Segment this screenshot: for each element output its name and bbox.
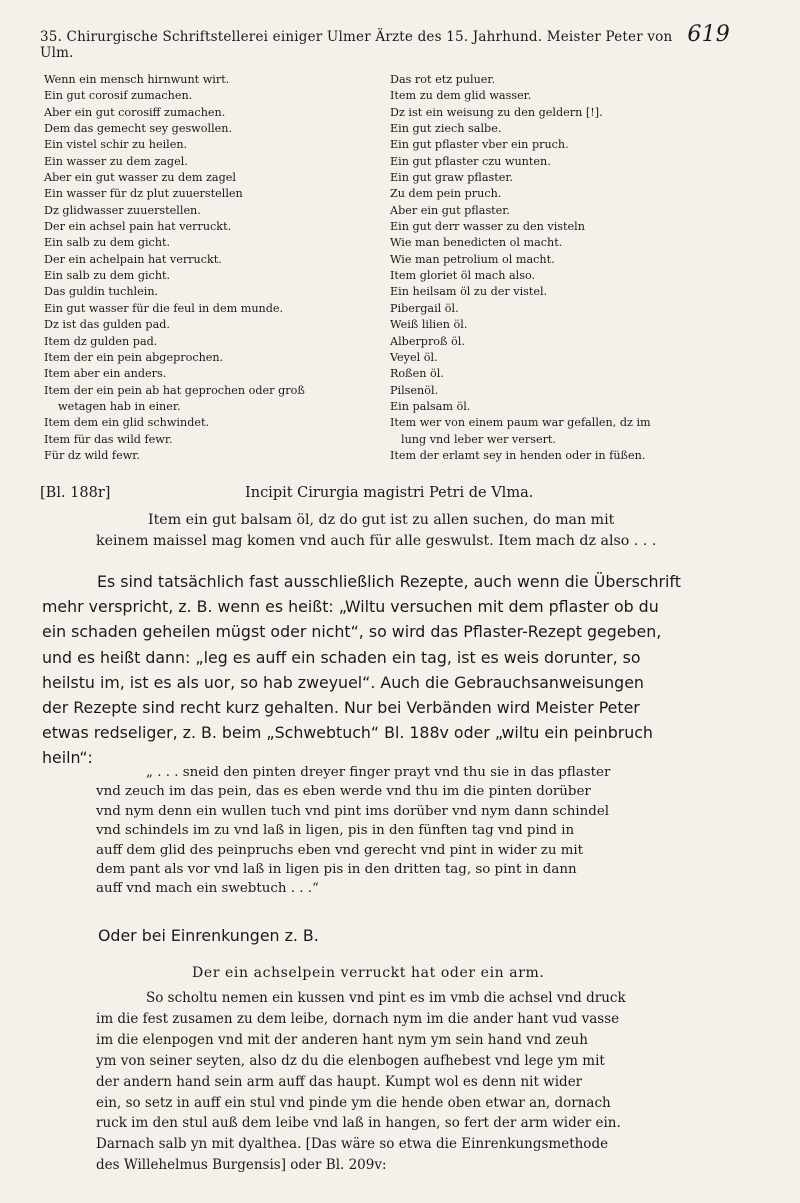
right-line: Item wer von einem paum war gefallen, dz im: [390, 416, 651, 430]
quote-line: ruck im den stul auß dem leibe vnd laß in hangen, so fert der arm wider ein.: [96, 1115, 621, 1132]
section-title: Incipit Cirurgia magistri Petri de Vlma.: [245, 485, 534, 501]
left-line: Ein gut wasser für die feul in dem munde.: [44, 301, 284, 315]
quote-line: So scholtu nemen ein kussen vnd pint es im vmb die achsel vnd druck: [146, 990, 626, 1006]
block-quote-schwebtuch: [96, 763, 732, 899]
right-line: Item zu dem glid wasser.: [390, 89, 532, 103]
left-line: Ein vistel schir zu heilen.: [44, 138, 188, 152]
quote-line: im die fest zusamen zu dem leibe, dornach nym im die ander hant vud vasse: [96, 1010, 620, 1027]
left-line: Das guldin tuchlein.: [44, 285, 159, 299]
page-number: 619: [687, 22, 730, 47]
right-line: Ein gut ziech salbe.: [390, 122, 502, 136]
body-line: mehr verspricht, z. B. wenn es heißt: „Wiltu versuchen mit dem pflaster ob du: [42, 597, 659, 617]
quote-line: vnd nym denn ein wullen tuch vnd pint ims dorüber vnd nym dann schindel: [96, 803, 610, 819]
left-line: Item der ein pein ab hat geprochen oder groß: [44, 383, 305, 397]
quote-line: dem pant als vor vnd laß in ligen pis in den dritten tag, so pint in dann: [96, 862, 577, 878]
body-line: ein schaden geheilen mügst oder nicht“, so wird das Pflaster-Rezept gegeben,: [42, 622, 662, 642]
quote-line: der andern hand sein arm auff das haupt. Kumpt wol es denn nit wider: [96, 1073, 583, 1090]
left-line: Dz ist das gulden pad.: [44, 318, 170, 332]
right-line: Wie man benedicten ol macht.: [390, 236, 563, 250]
quote-line: „ . . . sneid den pinten dreyer finger prayt vnd thu sie in das pflaster: [146, 765, 611, 780]
left-line: Aber ein gut wasser zu dem zagel: [44, 171, 236, 185]
left-line: Item dz gulden pad.: [44, 334, 158, 348]
left-line: Item für das wild fewr.: [44, 432, 173, 446]
left-line: Der ein achsel pain hat verruckt.: [44, 220, 232, 234]
left-line: Item der ein pein abgeprochen.: [44, 350, 224, 364]
right-line: Zu dem pein pruch.: [390, 187, 502, 201]
quote-line: im die elenpogen vnd mit der anderen hant nym ym sein hand vnd zeuh: [96, 1031, 588, 1048]
intro-quote: [96, 510, 732, 552]
running-head: [40, 22, 730, 61]
quote-line: Darnach salb yn mit dyalthea. [Das wäre so etwa die Einrenkungsmethode: [96, 1136, 609, 1153]
left-line: Item aber ein anders.: [44, 367, 167, 381]
recipe-index-columns: [44, 72, 734, 464]
right-line: Veyel öl.: [390, 350, 438, 364]
quote-line: ym von seiner seyten, also dz du die elenbogen aufhebest vnd lege ym mit: [96, 1052, 605, 1069]
quote-line: auff vnd mach ein swebtuch . . .“: [96, 881, 319, 897]
quote-line: vnd zeuch im das pein, das es eben werde vnd thu im die pinten dorüber: [96, 784, 591, 800]
body-line: heiln“:: [42, 748, 93, 768]
recipe-subheading: Der ein achselpein verruckt hat oder ein arm.: [192, 965, 545, 981]
right-line: Das rot etz puluer.: [390, 73, 496, 86]
right-line: Ein gut derr wasser zu den visteln: [390, 220, 585, 234]
right-line: Roßen öl.: [390, 367, 444, 381]
left-line: Ein gut corosif zumachen.: [44, 89, 193, 103]
right-line: Ein gut pflaster vber ein pruch.: [390, 138, 569, 152]
body-paragraph: [42, 569, 730, 771]
intro-line: Item ein gut balsam öl, dz do gut ist zu allen suchen, do man mit: [148, 512, 615, 528]
right-line: Item gloriet öl mach also.: [390, 269, 536, 283]
intro-line: keinem maissel mag komen vnd auch für alle geswulst. Item mach dz also . . .: [96, 533, 657, 549]
right-line: Pilsenöl.: [390, 383, 439, 397]
right-column: [390, 72, 734, 464]
right-line: lung vnd leber wer versert.: [401, 432, 556, 446]
quote-line: vnd schindels im zu vnd laß in ligen, pis in den fünften tag vnd pind in: [96, 823, 575, 839]
right-line: Ein heilsam öl zu der vistel.: [390, 285, 548, 299]
body-line: heilstu im, ist es als uor, so hab zweyuel“. Auch die Gebrauchsanweisungen: [42, 672, 644, 692]
right-line: Wie man petrolium ol macht.: [390, 252, 555, 266]
left-line: wetagen hab in einer.: [58, 399, 181, 413]
right-line: Item der erlamt sey in henden oder in füßen.: [390, 448, 646, 462]
body-line: etwas redseliger, z. B. beim „Schwebtuch“ Bl. 188v oder „wiltu ein peinbruch: [42, 723, 653, 743]
left-line: Der ein achelpain hat verruckt.: [44, 252, 222, 266]
left-line: Dz glidwasser zuuerstellen.: [44, 203, 201, 217]
left-line: Dem das gemecht sey geswollen.: [44, 122, 233, 136]
right-line: Alberproß öl.: [390, 334, 465, 348]
folio-reference: [Bl. 188r]: [40, 485, 111, 501]
left-line: Ein wasser zu dem zagel.: [44, 154, 188, 168]
left-line: Ein wasser für dz plut zuuerstellen: [44, 187, 243, 201]
left-line: Aber ein gut corosiff zumachen.: [44, 105, 226, 119]
body-line: der Rezepte sind recht kurz gehalten. Nur bei Verbänden wird Meister Peter: [42, 698, 640, 718]
quote-line: des Willehelmus Burgensis] oder Bl. 209v:: [96, 1157, 387, 1174]
right-line: Ein gut pflaster czu wunten.: [390, 154, 551, 168]
right-line: Aber ein gut pflaster.: [390, 203, 510, 217]
right-line: Weiß lilien öl.: [390, 318, 468, 332]
transition-line: Oder bei Einrenkungen z. B.: [98, 926, 319, 945]
right-line: Ein gut graw pflaster.: [390, 171, 514, 185]
left-line: Item dem ein glid schwindet.: [44, 416, 210, 430]
left-line: Für dz wild fewr.: [44, 448, 140, 462]
running-head-text: 35. Chirurgische Schriftstellerei einiger Ulmer Ärzte des 15. Jahrhund. Meister Peter von Ulm.: [40, 29, 673, 61]
left-line: Ein salb zu dem gicht.: [44, 269, 171, 283]
body-line: Es sind tatsächlich fast ausschließlich Rezepte, auch wenn die Überschrift: [97, 572, 681, 591]
quote-line: ein, so setz in auff ein stul vnd pinde ym die hende oben etwar an, dornach: [96, 1094, 611, 1111]
right-line: Dz ist ein weisung zu den geldern [!].: [390, 105, 603, 119]
left-column: [44, 72, 390, 464]
quote-line: auff dem glid des peinpruchs eben vnd gerecht vnd pint in wider zu mit: [96, 842, 584, 858]
left-line: Wenn ein mensch hirnwunt wirt.: [44, 73, 230, 86]
right-line: Pibergail öl.: [390, 301, 459, 315]
body-line: und es heißt dann: „leg es auff ein schaden ein tag, ist es weis dorunter, so: [42, 647, 641, 667]
right-line: Ein palsam öl.: [390, 399, 471, 413]
left-line: Ein salb zu dem gicht.: [44, 236, 171, 250]
block-quote-einrenkung: [96, 988, 732, 1176]
